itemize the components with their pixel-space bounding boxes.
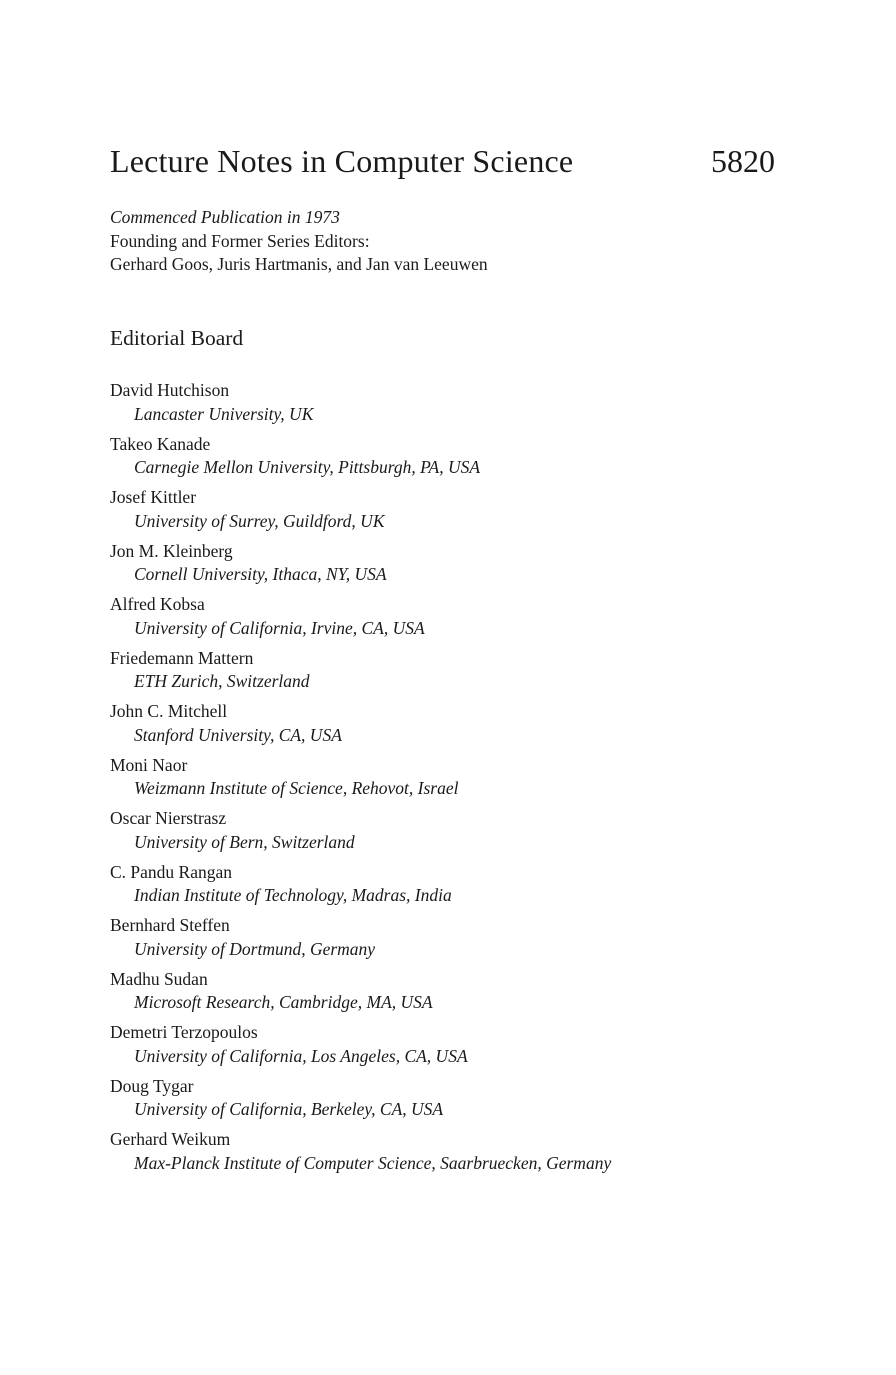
editor-name: Takeo Kanade	[110, 433, 211, 454]
title-row	[110, 144, 775, 179]
editor-name: John C. Mitchell	[110, 701, 228, 722]
editor-name: Gerhard Weikum	[110, 1129, 231, 1150]
editor-entry	[110, 1075, 775, 1122]
founding-editors-label: Founding and Former Series Editors:	[110, 230, 370, 251]
editor-affiliation: Carnegie Mellon University, Pittsburgh, PA, USA	[134, 457, 481, 478]
editor-name: Doug Tygar	[110, 1075, 194, 1096]
editor-name: David Hutchison	[110, 380, 230, 401]
commenced-publication-line: Commenced Publication in 1973	[110, 207, 340, 228]
editor-name: Oscar Nierstrasz	[110, 808, 227, 829]
editor-name: Josef Kittler	[110, 487, 197, 508]
editor-affiliation: University of Surrey, Guildford, UK	[134, 510, 385, 531]
editor-affiliation: Stanford University, CA, USA	[134, 724, 342, 745]
editor-name: Bernhard Steffen	[110, 915, 230, 936]
editor-entry	[110, 861, 775, 908]
editor-entry	[110, 593, 775, 640]
editor-affiliation: Weizmann Institute of Science, Rehovot, Israel	[134, 778, 459, 799]
editor-entry	[110, 968, 775, 1015]
editor-affiliation: Lancaster University, UK	[134, 403, 314, 424]
editor-affiliation: Indian Institute of Technology, Madras, India	[134, 885, 452, 906]
editor-entry	[110, 486, 775, 533]
editor-affiliation: University of California, Irvine, CA, USA	[134, 617, 425, 638]
editor-name: C. Pandu Rangan	[110, 861, 233, 882]
editor-entry	[110, 807, 775, 854]
editor-name: Jon M. Kleinberg	[110, 540, 233, 561]
series-title: Lecture Notes in Computer Science	[110, 143, 574, 179]
editor-name: Madhu Sudan	[110, 968, 208, 989]
editor-entry	[110, 754, 775, 801]
editor-entry	[110, 1128, 775, 1175]
editor-entry	[110, 914, 775, 961]
editor-entry	[110, 540, 775, 587]
editor-entry	[110, 433, 775, 480]
volume-number: 5820	[711, 143, 775, 179]
editor-entry	[110, 700, 775, 747]
editor-affiliation: Microsoft Research, Cambridge, MA, USA	[134, 992, 433, 1013]
editor-name: Alfred Kobsa	[110, 594, 205, 615]
editor-affiliation: University of California, Berkeley, CA, USA	[134, 1099, 444, 1120]
editor-affiliation: ETH Zurich, Switzerland	[134, 671, 310, 692]
editor-affiliation: University of Bern, Switzerland	[134, 831, 355, 852]
editorial-board-list	[110, 379, 775, 1175]
editor-name: Friedemann Mattern	[110, 647, 254, 668]
editor-entry	[110, 647, 775, 694]
editor-entry	[110, 379, 775, 426]
editor-affiliation: University of California, Los Angeles, CA, USA	[134, 1045, 468, 1066]
publication-info	[110, 206, 775, 277]
editorial-board-heading: Editorial Board	[110, 325, 244, 350]
editor-entry	[110, 1021, 775, 1068]
editor-affiliation: University of Dortmund, Germany	[134, 938, 376, 959]
founding-editors-names: Gerhard Goos, Juris Hartmanis, and Jan van Leeuwen	[110, 254, 488, 275]
editor-name: Demetri Terzopoulos	[110, 1022, 258, 1043]
editor-affiliation: Cornell University, Ithaca, NY, USA	[134, 564, 387, 585]
editor-name: Moni Naor	[110, 754, 188, 775]
editor-affiliation: Max-Planck Institute of Computer Science, Saarbruecken, Germany	[134, 1152, 612, 1173]
